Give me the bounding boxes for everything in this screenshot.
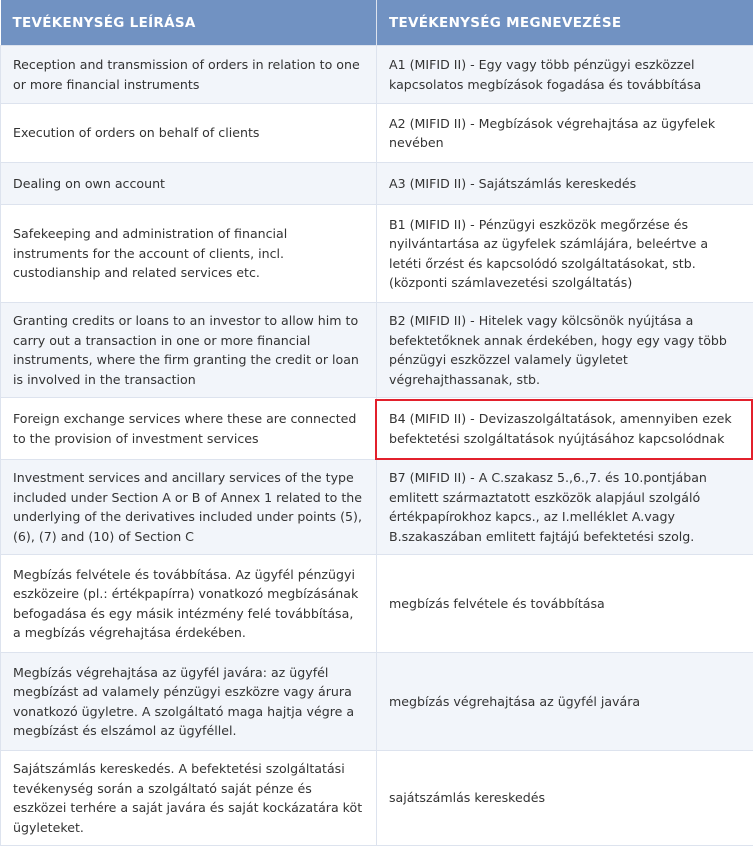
activity-name: megbízás végrehajtása az ügyfél javára (377, 653, 753, 751)
header-activity-description: TEVÉKENYSÉG LEÍRÁSA (1, 0, 377, 46)
activity-name: A3 (MIFID II) - Sajátszámlás kereskedés (377, 163, 753, 205)
table-row (1, 163, 753, 205)
activity-name-highlighted: B4 (MIFID II) - Devizaszolgáltatások, amennyiben ezek befektetési szolgáltatások nyújtásához kapcsolódnak (377, 398, 753, 460)
activity-name: A2 (MIFID II) - Megbízások végrehajtása az ügyfelek nevében (377, 104, 753, 163)
activity-description: Dealing on own account (1, 163, 377, 205)
activity-description: Safekeeping and administration of financial instruments for the account of clients, incl. custodianship and related services etc. (1, 205, 377, 303)
activity-description: Megbízás végrehajtása az ügyfél javára: az ügyfél megbízást ad valamely pénzügyi eszközre vagy árura vonatkozó ügyletre. A szolgáltató maga hajtja végre a megbízást és elszámol az ügyféllel. (1, 653, 377, 751)
table-row (1, 751, 753, 846)
header-activity-name: TEVÉKENYSÉG MEGNEVEZÉSE (377, 0, 753, 46)
activity-description: Megbízás felvétele és továbbítása. Az ügyfél pénzügyi eszközeire (pl.: értékpapírra) vonatkozó megbízásának befogadása és egy másik intézmény felé továbbítása, a megbízás végrehajtása érdekében. (1, 555, 377, 653)
table-row (1, 398, 753, 460)
table-row (1, 460, 753, 555)
activity-description: Foreign exchange services where these are connected to the provision of investment services (1, 398, 377, 460)
table-row (1, 104, 753, 163)
activity-name: megbízás felvétele és továbbítása (377, 555, 753, 653)
activity-description: Execution of orders on behalf of clients (1, 104, 377, 163)
table-row (1, 205, 753, 303)
activity-description: Granting credits or loans to an investor to allow him to carry out a transaction in one or more financial instruments, where the firm granting the credit or loan is involved in the transaction (1, 303, 377, 398)
table-row (1, 303, 753, 398)
table-row (1, 653, 753, 751)
activity-name: B7 (MIFID II) - A C.szakasz 5.,6.,7. és 10.pontjában emlitett származtatott eszközök alapjául szolgáló értékpapírokhoz kapcs., az I.melléklet A.vagy B.szakaszában emlitett fajtájú befektetési szolg. (377, 460, 753, 555)
table-row (1, 46, 753, 104)
activity-name: A1 (MIFID II) - Egy vagy több pénzügyi eszközzel kapcsolatos megbízások fogadása és továbbítása (377, 46, 753, 104)
activity-description: Sajátszámlás kereskedés. A befektetési szolgáltatási tevékenység során a szolgáltató saját pénze és eszközei terhére a saját javára és saját kockázatára köt ügyleteket. (1, 751, 377, 846)
table-row (1, 555, 753, 653)
activity-description: Investment services and ancillary services of the type included under Section A or B of Annex 1 related to the underlying of the derivatives included under points (5), (6), (7) and (10) of Section C (1, 460, 377, 555)
activity-name: B2 (MIFID II) - Hitelek vagy kölcsönök nyújtása a befektetőknek annak érdekében, hogy egy vagy több pénzügyi eszközzel valamely ügyletet végrehajthassanak, stb. (377, 303, 753, 398)
activity-name: B1 (MIFID II) - Pénzügyi eszközök megőrzése és nyilvántartása az ügyfelek számlájára, beleértve a letéti őrzést és kapcsolódó szolgáltatásokat, stb. (központi számlavezetési szolgáltatás) (377, 205, 753, 303)
activity-description: Reception and transmission of orders in relation to one or more financial instruments (1, 46, 377, 104)
activity-name: sajátszámlás kereskedés (377, 751, 753, 846)
table-header-row (1, 0, 753, 46)
